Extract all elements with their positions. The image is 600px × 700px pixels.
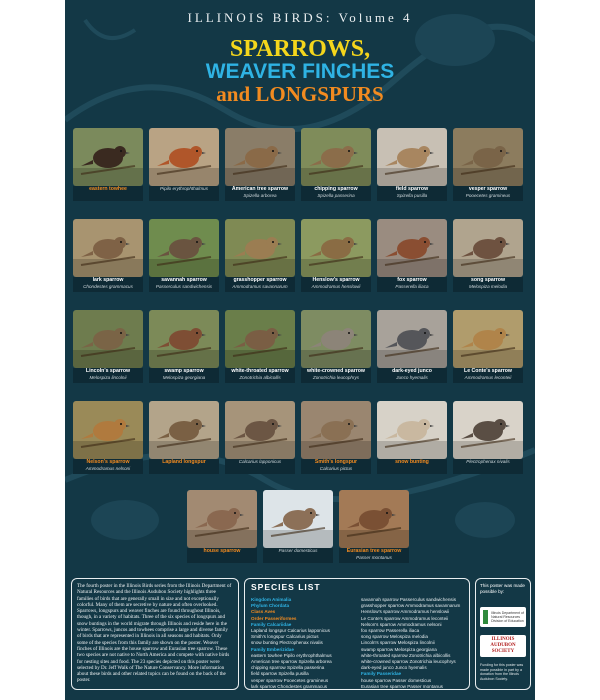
species-list-panel [244,578,470,690]
species-item: house sparrow Passer domesticus [361,677,432,683]
bird-common-name: snow bunting [395,459,429,465]
bird-card [301,310,371,383]
bird-card [73,310,143,383]
idnr-logo [480,607,526,627]
bird-scientific-name: Calcarius lapponicus [238,459,282,464]
bird-scientific-name: Melospiza georgiana [162,375,206,380]
sponsor-intro: This poster was made possible by: [480,583,525,594]
species-item: Smith's longspur Calcarius pictus [251,634,319,640]
bird-card [453,128,523,201]
bird-card [73,401,143,474]
bird-common-name: savannah sparrow [161,277,207,283]
bird-card [225,310,295,383]
bird-caption [73,459,143,474]
taxon-heading: Family Calcariidae [251,621,292,627]
bird-common-name: vesper sparrow [468,186,508,192]
bird-scientific-name: Passer domesticus [278,548,318,553]
species-item: Lincoln's sparrow Melospiza lincolnii [361,640,435,646]
bird-caption [225,368,295,383]
title-line-2: WEAVER FINCHES [205,60,395,83]
bird-scientific-name: Ammodramus nelsoni [85,466,131,471]
bird-common-name: house sparrow [203,548,241,554]
bird-caption [377,368,447,383]
species-item: American tree sparrow Spizella arborea [251,659,332,665]
bird-caption [453,368,523,383]
bird-card [301,219,371,292]
bird-card [263,490,333,563]
bird-common-name: song sparrow [470,277,505,283]
bird-common-name: Nelson's sparrow [86,459,130,465]
species-item: white-throated sparrow Zonotrichia albicollis [361,652,451,658]
bird-photo [301,219,371,277]
species-item: Henslow's sparrow Ammodramus henslowii [361,609,450,615]
bird-caption [453,186,523,201]
bird-caption [377,186,447,201]
taxon-heading: Phylum Chordata [251,603,290,609]
bird-common-name: grasshopper sparrow [233,277,287,283]
bird-caption [301,277,371,292]
series-title: ILLINOIS BIRDS: Volume 4 [187,10,413,25]
species-item: Nelson's sparrow Ammodramus nelsoni [361,621,442,627]
bird-common-name: chipping sparrow [314,186,358,192]
bird-caption [149,277,219,292]
bird-caption [73,186,143,201]
bird-caption [73,277,143,292]
bird-common-name: white-throated sparrow [231,368,289,374]
title-line-1: SPARROWS, [229,36,371,62]
bird-photo [377,128,447,186]
bird-photo [453,128,523,186]
bird-photo [453,310,523,368]
bird-scientific-name: Plectrophenax nivalis [466,459,510,464]
bird-scientific-name: Chondestes grammacus [83,284,133,289]
poster [65,0,535,700]
species-item: chipping sparrow Spizella passerina [251,665,325,671]
bird-card [225,401,295,474]
bird-photo [453,219,523,277]
bird-scientific-name: Melospiza melodia [468,284,508,289]
bird-card [73,128,143,201]
bird-scientific-name: Calcarius pictus [319,466,353,471]
bird-photo [301,310,371,368]
bird-card [377,128,447,201]
bird-photo [73,401,143,459]
bird-scientific-name: Junco hyemalis [396,375,428,380]
bird-common-name: Eurasian tree sparrow [346,548,402,554]
species-item: grasshopper sparrow Ammodramus savannarum [361,603,461,609]
sponsor-panel [475,578,531,690]
species-item: song sparrow Melospiza melodia [361,634,428,640]
bird-scientific-name: Ammodramus leconteii [464,375,512,380]
bird-common-name: Henslow's sparrow [312,277,360,283]
species-item: swamp sparrow Melospiza georgiana [361,646,437,652]
species-item: savannah sparrow Passerculus sandwichensis [361,597,456,602]
species-list-column-1 [251,597,359,690]
bird-card [73,219,143,292]
species-item: lark sparrow Chondestes grammacus [251,683,328,689]
bird-common-name: fox sparrow [397,277,427,283]
bird-common-name: field sparrow [395,186,429,192]
bird-card [225,128,295,201]
bird-photo [149,401,219,459]
bird-scientific-name: Ammodramus henslowii [311,284,361,289]
bird-photo [339,490,409,548]
bird-photo [73,219,143,277]
bird-photo [73,128,143,186]
bird-common-name: American tree sparrow [231,186,289,192]
title-line-3: and LONGSPURS [216,82,384,106]
bird-card [187,490,257,563]
species-item: Eurasian tree sparrow Passer montanus [361,683,443,689]
bird-scientific-name: Ammodramus savannarum [232,284,288,289]
audubon-logo-line-1: ILLINOIS [491,637,515,642]
bird-scientific-name: Passerella iliaca [395,284,429,289]
species-item: vesper sparrow Pooecetes gramineus [251,677,329,683]
species-item: white-crowned sparrow Zonotrichia leucophrys [361,659,456,665]
species-item: fox sparrow Passerella iliaca [361,628,420,634]
taxon-heading: Class Aves [251,609,276,615]
audubon-logo-line-2: AUDUBON [490,643,516,648]
bird-caption [149,459,219,474]
bird-scientific-name: Spizella pusilla [396,193,428,198]
bird-scientific-name: Pooecetes gramineus [465,193,511,198]
bird-scientific-name: Spizella arborea [243,193,277,198]
species-item: field sparrow Spizella pusilla [251,671,309,677]
bird-photo [225,219,295,277]
bird-card [377,310,447,383]
bird-photo [73,310,143,368]
intro-text: The fourth poster in the Illinois Birds series from the Illinois Department of Natural Resources and the Illinois Audubon Society highlights three families of birds that are generally small in size and not exceptionally colorful. Many of them are secretive by nature and often overlooked. Sparrows, longspurs and weaver finches are found throughout Illinois, though, in a variety of habitats. Three of the six species of longspurs and snow buntings in the world migrate through Illinois and reside here in the winter. Sparrows, juncos and towhees comprise a large and diverse family of birds that are represented in Illinois in all seasons and habitats. Only some of the species from this family are shown on the poster. Weaver finches of Illinois are the house sparrow and Eurasian tree sparrow. These two species are not native to North America and compete with native birds for nesting sites and food. The 23 species depicted on this poster were selected by Dr. Jeff Walk of The Nature Conservancy. More information about these birds and other related topics can be found on the back of the poster. [77,583,232,684]
bird-caption [301,368,371,383]
bird-caption [225,186,295,201]
taxon-heading: Kingdom Animalia [251,597,292,602]
bird-photo [453,401,523,459]
bird-caption [149,186,219,201]
idnr-mark-icon [483,610,488,624]
bird-scientific-name: Pipilo erythrophthalmus [159,186,208,191]
bird-scientific-name: Zonotrichia albicollis [239,375,281,380]
bird-scientific-name: Melospiza lincolnii [89,375,127,380]
idnr-logo-text: Illinois Department of Natural Resources Division of Education [491,611,524,623]
bird-caption [339,548,409,563]
bird-caption [377,277,447,292]
bird-card [339,490,409,563]
bird-photo [187,490,257,548]
bird-card [453,219,523,292]
bird-photo [149,128,219,186]
bird-caption [187,548,257,563]
bird-card [149,310,219,383]
bird-common-name: lark sparrow [92,277,124,283]
bird-caption [453,459,523,474]
audubon-logo-line-3: SOCIETY [491,649,515,654]
species-item: dark-eyed junco Junco hyemalis [361,665,427,671]
bird-scientific-name: Spizella passerina [317,193,355,198]
taxon-heading: Order Passeriformes [251,615,297,621]
species-list-column-2 [361,597,469,690]
bird-card [149,219,219,292]
bird-caption [149,368,219,383]
bird-card [225,219,295,292]
bird-photo [377,401,447,459]
bird-caption [263,548,333,563]
bird-photo [149,310,219,368]
bird-photo [225,401,295,459]
species-item: Lapland longspur Calcarius lapponicus [251,628,330,634]
taxon-heading: Family Emberizidae [251,646,294,652]
bird-caption [73,368,143,383]
bird-photo [301,401,371,459]
species-item: eastern towhee Pipilo erythrophthalmus [251,652,332,658]
species-list-heading: SPECIES LIST [251,582,321,592]
bird-card [453,310,523,383]
bird-common-name: Lapland longspur [162,459,206,465]
bird-caption [225,459,295,474]
bird-common-name: Smith's longspur [314,459,358,465]
bird-photo [301,128,371,186]
bird-card [149,128,219,201]
bird-common-name: eastern towhee [89,186,127,192]
bird-card [453,401,523,474]
bird-photo [377,219,447,277]
bird-caption [453,277,523,292]
bird-caption [225,277,295,292]
bird-card [149,401,219,474]
bird-photo [377,310,447,368]
bird-caption [301,459,371,474]
bird-caption [377,459,447,474]
bird-photo [225,128,295,186]
bird-common-name: Lincoln's sparrow [85,368,131,374]
intro-panel [71,578,239,690]
bird-card [377,219,447,292]
bird-scientific-name: Passerculus sandwichensis [155,284,213,289]
sponsor-footnote: Funding for this poster was made possible in part by a donation from the Illinois Audubon Society. [480,663,524,681]
species-item: snow bunting Plectrophenax nivalis [251,640,323,646]
bird-common-name: white-crowned sparrow [307,368,365,374]
bird-common-name: Le Conte's sparrow [464,368,512,374]
bird-card [301,128,371,201]
bird-caption [301,186,371,201]
species-item: Le Conte's sparrow Ammodramus leconteii [361,615,449,621]
bird-scientific-name: Passer montanus [356,555,392,560]
taxon-heading: Family Passeridae [361,671,402,677]
bird-common-name: swamp sparrow [164,368,204,374]
audubon-logo [480,635,526,657]
bird-card [377,401,447,474]
bird-photo [225,310,295,368]
bird-photo [149,219,219,277]
bird-common-name: dark-eyed junco [392,368,432,374]
bird-scientific-name: Zonotrichia leucophrys [312,375,360,380]
bird-card [301,401,371,474]
bird-photo [263,490,333,548]
